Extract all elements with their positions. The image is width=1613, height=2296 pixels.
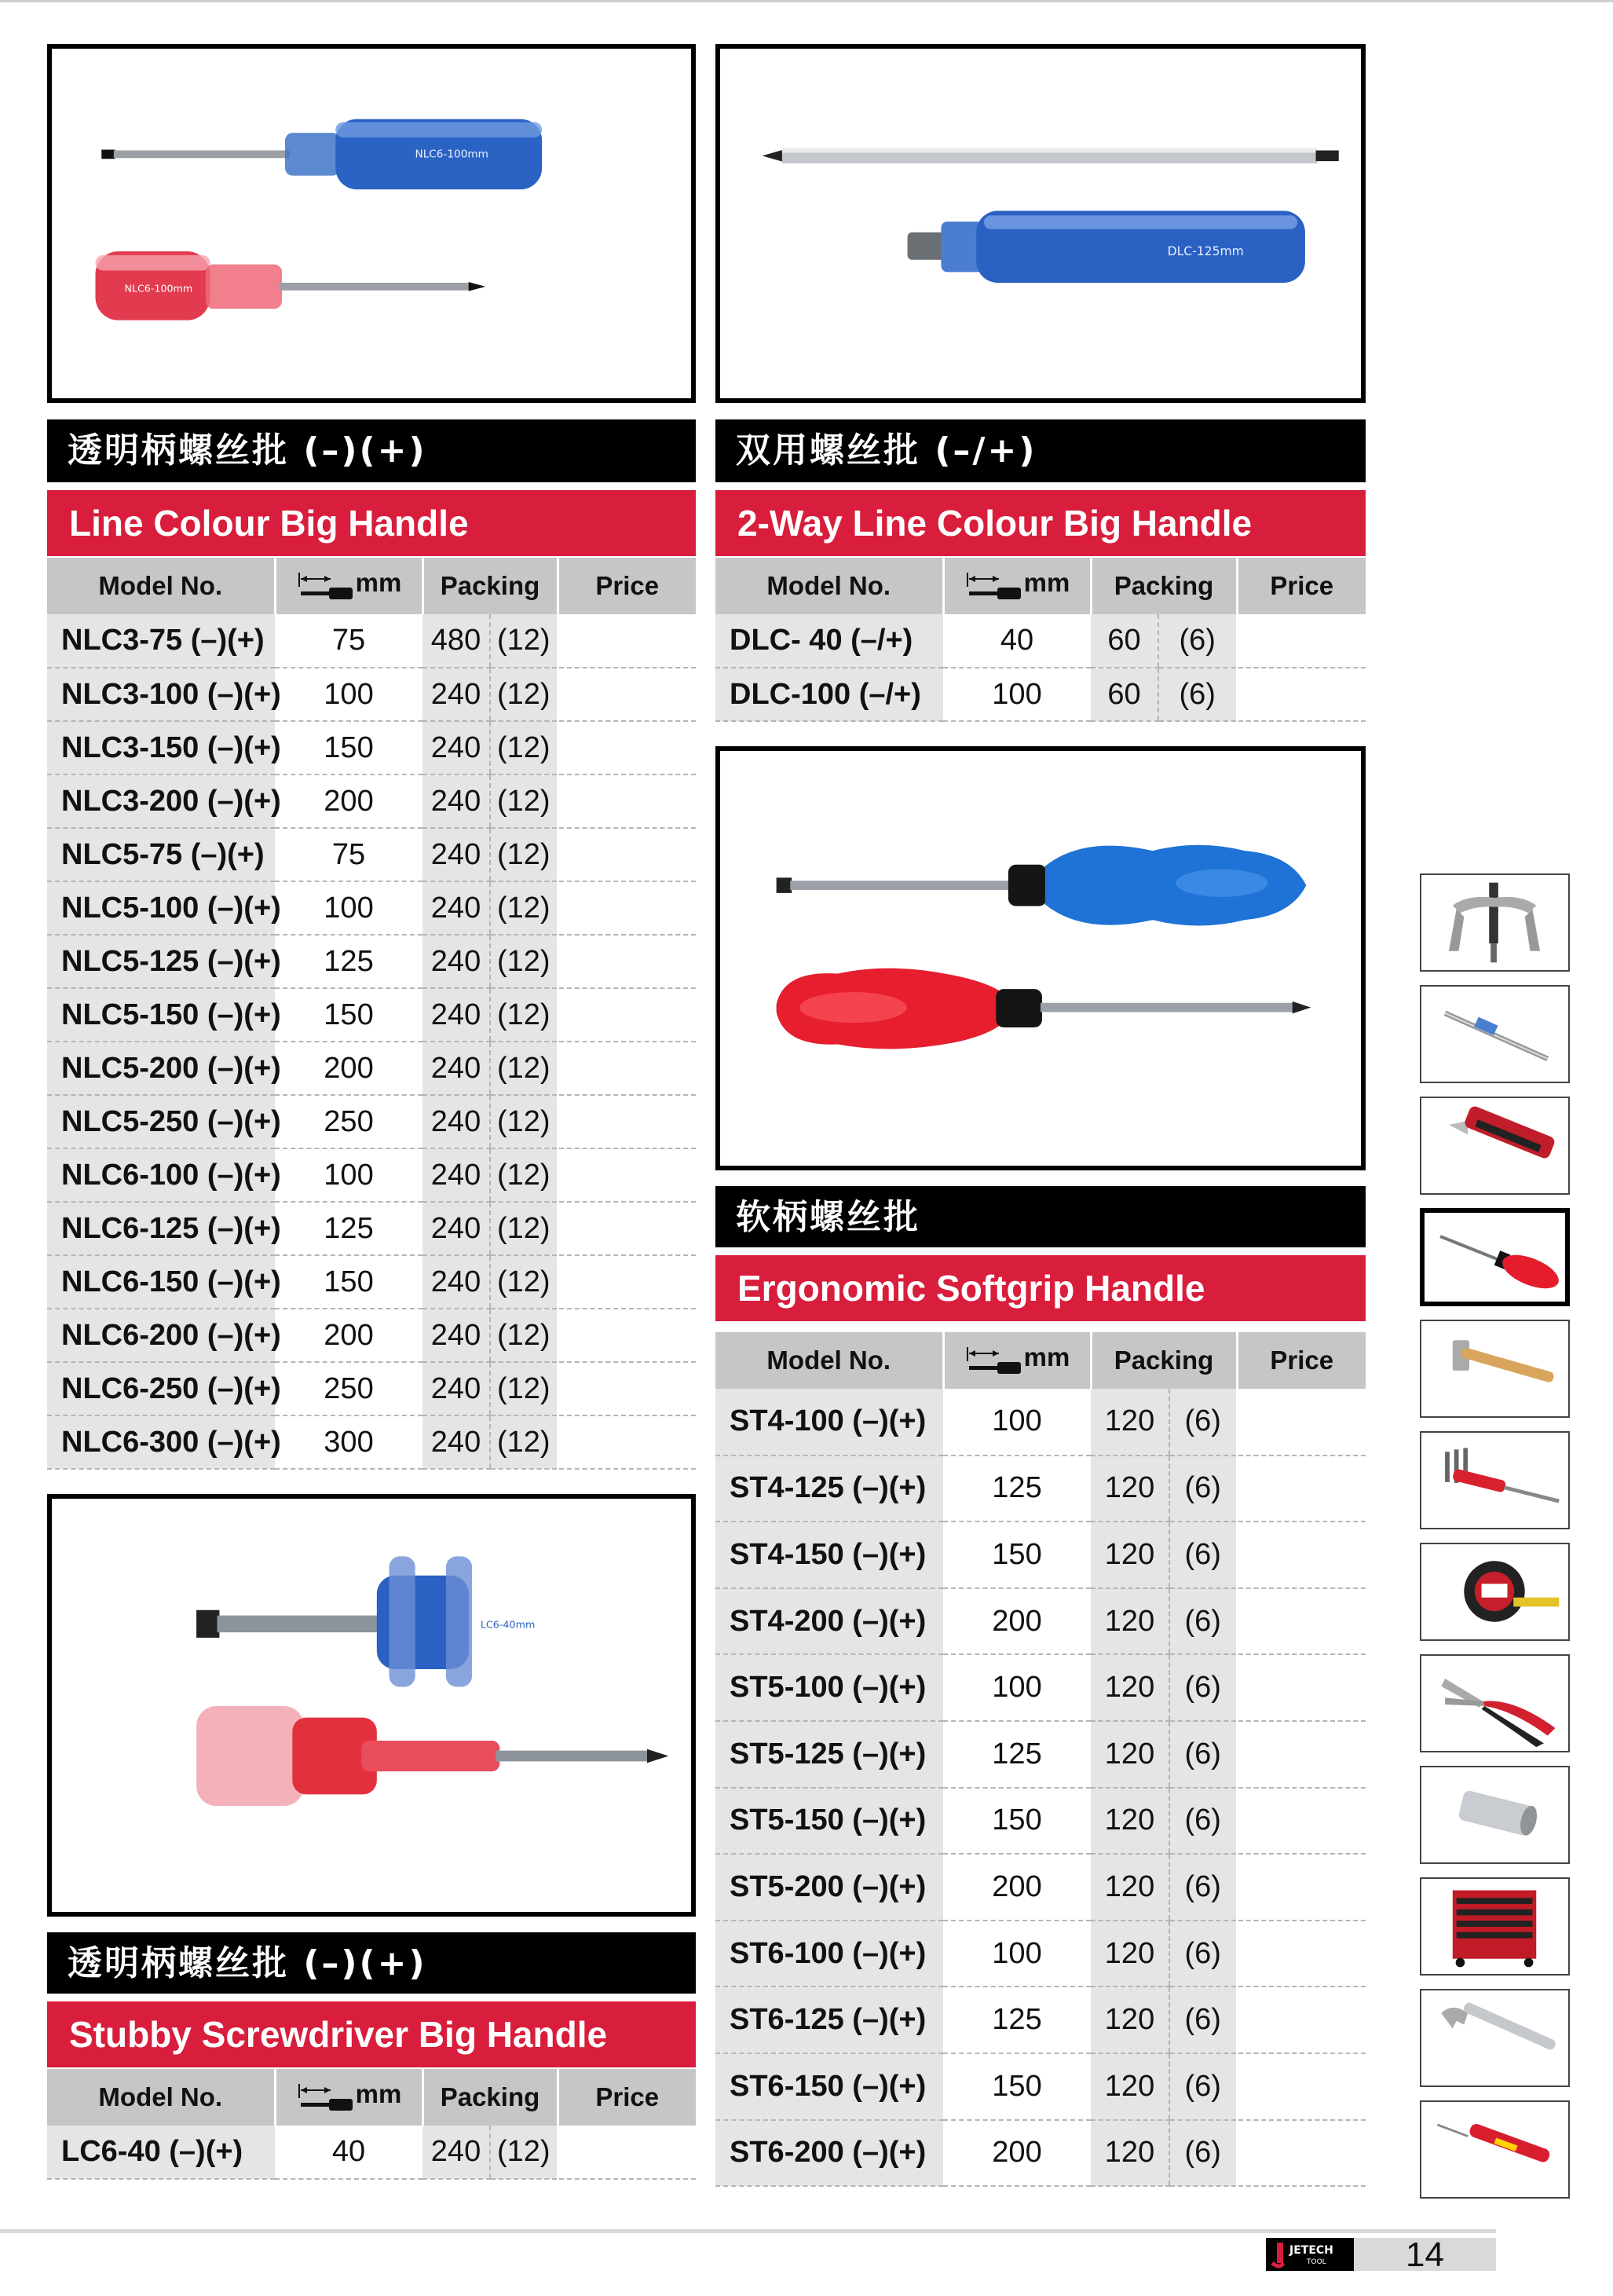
length-header — [275, 558, 422, 614]
packing-cell: 120 — [1091, 1654, 1169, 1721]
inner-pack-cell: (6) — [1169, 1788, 1237, 1855]
model-header: Model No. — [47, 2069, 275, 2126]
model-cell: ST6-100 (–)(+) — [715, 1921, 943, 1987]
price-cell — [1237, 1456, 1366, 1522]
inner-pack-cell: (6) — [1169, 1456, 1237, 1522]
model-cell: ST5-150 (–)(+) — [715, 1788, 943, 1855]
inner-pack-cell: (12) — [490, 988, 558, 1042]
inner-pack-cell: (12) — [490, 614, 558, 668]
screwdriver-length-icon — [296, 568, 356, 604]
inner-pack-cell: (6) — [1158, 668, 1237, 721]
inner-pack-cell: (12) — [490, 1362, 558, 1415]
length-cell: 125 — [275, 1202, 422, 1255]
table-row — [47, 1309, 696, 1362]
length-cell: 150 — [943, 1522, 1091, 1588]
price-cell — [558, 668, 696, 721]
model-cell: LC6-40 (–)(+) — [47, 2126, 275, 2179]
model-cell: NLC3-75 (–)(+) — [47, 614, 275, 668]
packing-cell: 120 — [1091, 1854, 1169, 1921]
model-cell: ST6-125 (–)(+) — [715, 1987, 943, 2053]
gear-puller-icon — [1421, 875, 1568, 970]
model-cell: NLC3-100 (–)(+) — [47, 668, 275, 721]
inner-pack-cell: (12) — [490, 774, 558, 828]
inner-pack-cell: (6) — [1169, 1522, 1237, 1588]
thumb-tape-measure[interactable] — [1420, 1543, 1570, 1641]
table-row — [47, 614, 696, 668]
inner-pack-cell: (12) — [490, 1202, 558, 1255]
table-row — [47, 881, 696, 935]
table-row — [715, 1987, 1366, 2053]
inner-pack-cell: (12) — [490, 1042, 558, 1095]
model-cell: NLC5-100 (–)(+) — [47, 881, 275, 935]
packing-cell: 240 — [422, 1362, 490, 1415]
two-way-table — [715, 558, 1366, 722]
inner-pack-cell: (6) — [1158, 614, 1237, 668]
price-cell — [1237, 1522, 1366, 1588]
thumb-voltage-tester[interactable] — [1420, 2100, 1570, 2199]
packing-cell: 120 — [1091, 1389, 1169, 1456]
inner-pack-cell: (12) — [490, 1415, 558, 1469]
table-row — [715, 1522, 1366, 1588]
packing-header: Packing — [1091, 1332, 1237, 1389]
inner-pack-cell: (12) — [490, 1148, 558, 1202]
thumb-tool-cabinet[interactable] — [1420, 1877, 1570, 1976]
table-row — [47, 1415, 696, 1469]
length-header — [275, 2069, 422, 2126]
model-cell: NLC6-300 (–)(+) — [47, 1415, 275, 1469]
model-cell: ST5-125 (–)(+) — [715, 1721, 943, 1788]
inner-pack-cell: (12) — [490, 721, 558, 774]
line-colour-rows — [47, 614, 696, 1469]
svg-text:TOOL: TOOL — [1307, 2258, 1326, 2266]
thumb-hammer[interactable] — [1420, 1320, 1570, 1418]
table-row — [47, 1042, 696, 1095]
price-cell — [558, 1148, 696, 1202]
jetech-logo-icon — [1266, 2238, 1354, 2271]
length-cell: 100 — [943, 1654, 1091, 1721]
table-row — [47, 2126, 696, 2179]
table-row — [47, 668, 696, 721]
table-row — [715, 1456, 1366, 1522]
length-cell: 40 — [275, 2126, 422, 2179]
inner-pack-cell: (12) — [490, 1309, 558, 1362]
packing-header: Packing — [1091, 558, 1237, 614]
packing-cell: 120 — [1091, 1788, 1169, 1855]
model-cell: DLC-100 (–/+) — [715, 668, 943, 721]
length-cell: 200 — [943, 1854, 1091, 1921]
packing-cell: 480 — [422, 614, 490, 668]
length-cell: 200 — [275, 1309, 422, 1362]
model-cell: ST4-100 (–)(+) — [715, 1389, 943, 1456]
inner-pack-cell: (12) — [490, 881, 558, 935]
length-cell: 150 — [275, 721, 422, 774]
mm-unit: mm — [1023, 1342, 1070, 1371]
price-cell — [1237, 1854, 1366, 1921]
model-cell: NLC6-100 (–)(+) — [47, 1148, 275, 1202]
thumb-utility-knife[interactable] — [1420, 1097, 1570, 1195]
price-cell — [558, 1202, 696, 1255]
pliers-icon — [1421, 1656, 1568, 1751]
inner-pack-cell: (12) — [490, 2126, 558, 2179]
inner-pack-cell: (6) — [1169, 1654, 1237, 1721]
packing-cell: 120 — [1091, 1987, 1169, 2053]
table-row — [715, 2120, 1366, 2187]
utility-knife-icon — [1421, 1098, 1568, 1193]
table-row — [715, 1389, 1366, 1456]
two-way-en-title: 2-Way Line Colour Big Handle — [715, 490, 1366, 556]
model-cell: ST4-150 (–)(+) — [715, 1522, 943, 1588]
model-cell: NLC3-200 (–)(+) — [47, 774, 275, 828]
price-cell — [1237, 614, 1366, 668]
length-cell: 200 — [275, 774, 422, 828]
voltage-tester-icon — [1421, 2102, 1568, 2197]
packing-header: Packing — [422, 558, 558, 614]
model-cell: NLC5-150 (–)(+) — [47, 988, 275, 1042]
inner-pack-cell: (12) — [490, 828, 558, 881]
model-cell: NLC5-75 (–)(+) — [47, 828, 275, 881]
table-header — [715, 558, 1366, 614]
table-row — [47, 828, 696, 881]
table-row — [715, 614, 1366, 668]
packing-cell: 240 — [422, 988, 490, 1042]
model-cell: ST4-200 (–)(+) — [715, 1588, 943, 1655]
length-cell: 125 — [943, 1721, 1091, 1788]
two-way-photo — [715, 44, 1366, 403]
inner-pack-cell: (12) — [490, 668, 558, 721]
price-cell — [1237, 1654, 1366, 1721]
table-header — [47, 558, 696, 614]
length-cell: 100 — [275, 881, 422, 935]
price-header: Price — [1237, 558, 1366, 614]
length-cell: 100 — [943, 1389, 1091, 1456]
length-cell: 75 — [275, 614, 422, 668]
price-cell — [558, 1042, 696, 1095]
model-cell: NLC6-125 (–)(+) — [47, 1202, 275, 1255]
line-colour-photo — [47, 44, 696, 403]
double-bit-screwdriver-icon — [1421, 987, 1568, 1082]
length-header — [943, 558, 1091, 614]
adjustable-wrench-icon — [1421, 1990, 1568, 2085]
length-cell: 150 — [275, 1255, 422, 1309]
packing-cell: 240 — [422, 1415, 490, 1469]
price-cell — [1237, 2120, 1366, 2187]
top-rule — [0, 0, 1613, 2]
table-row — [47, 1255, 696, 1309]
length-cell: 100 — [943, 668, 1091, 721]
length-cell: 125 — [943, 1456, 1091, 1522]
packing-cell: 240 — [422, 668, 490, 721]
footer-rule — [0, 2229, 1496, 2233]
packing-cell: 240 — [422, 774, 490, 828]
inner-pack-cell: (6) — [1169, 1721, 1237, 1788]
packing-cell: 240 — [422, 828, 490, 881]
packing-cell: 60 — [1091, 668, 1158, 721]
mm-unit: mm — [1023, 568, 1070, 597]
length-cell: 150 — [943, 2053, 1091, 2120]
stubby-en-title: Stubby Screwdriver Big Handle — [47, 2001, 696, 2067]
screwdriver-pair-image — [52, 49, 691, 398]
table-row — [47, 935, 696, 988]
inner-pack-cell: (6) — [1169, 2053, 1237, 2120]
softgrip-cn-title: 软柄螺丝批 — [715, 1186, 1366, 1247]
price-cell — [1237, 1389, 1366, 1456]
packing-cell: 120 — [1091, 1456, 1169, 1522]
table-row — [715, 1588, 1366, 1655]
packing-cell: 240 — [422, 1255, 490, 1309]
model-cell: DLC- 40 (–/+) — [715, 614, 943, 668]
packing-cell: 240 — [422, 1202, 490, 1255]
thumb-pliers[interactable] — [1420, 1654, 1570, 1752]
table-row — [47, 1362, 696, 1415]
thumb-gear-puller[interactable] — [1420, 873, 1570, 972]
price-cell — [558, 1255, 696, 1309]
length-cell: 75 — [275, 828, 422, 881]
price-cell — [558, 614, 696, 668]
table-row — [47, 721, 696, 774]
price-cell — [558, 935, 696, 988]
line-colour-table — [47, 558, 696, 1470]
packing-cell: 120 — [1091, 1721, 1169, 1788]
price-header: Price — [558, 558, 696, 614]
inner-pack-cell: (6) — [1169, 1987, 1237, 2053]
price-cell — [558, 1309, 696, 1362]
length-cell: 125 — [275, 935, 422, 988]
price-cell — [558, 988, 696, 1042]
price-cell — [558, 1415, 696, 1469]
table-row — [47, 988, 696, 1042]
length-cell: 150 — [275, 988, 422, 1042]
thumb-double-bit-screwdriver[interactable] — [1420, 985, 1570, 1083]
stubby-table — [47, 2069, 696, 2180]
inner-pack-cell: (12) — [490, 1255, 558, 1309]
line-colour-cn-title: 透明柄螺丝批 (–)(+) — [47, 419, 696, 482]
packing-cell: 60 — [1091, 614, 1158, 668]
price-header: Price — [1237, 1332, 1366, 1389]
packing-cell: 240 — [422, 935, 490, 988]
model-header: Model No. — [715, 558, 943, 614]
tool-cabinet-icon — [1421, 1879, 1568, 1974]
price-cell — [1237, 668, 1366, 721]
inner-pack-cell: (12) — [490, 1095, 558, 1148]
model-cell: NLC3-150 (–)(+) — [47, 721, 275, 774]
packing-cell: 240 — [422, 1148, 490, 1202]
price-cell — [558, 1095, 696, 1148]
packing-header: Packing — [422, 2069, 558, 2126]
length-cell: 40 — [943, 614, 1091, 668]
line-colour-en-title: Line Colour Big Handle — [47, 490, 696, 556]
length-cell: 250 — [275, 1095, 422, 1148]
price-cell — [558, 881, 696, 935]
length-cell: 125 — [943, 1987, 1091, 2053]
table-row — [47, 1202, 696, 1255]
table-row — [715, 1788, 1366, 1855]
category-thumbnails — [1420, 873, 1573, 2212]
model-cell: ST6-150 (–)(+) — [715, 2053, 943, 2120]
inner-pack-cell: (6) — [1169, 1588, 1237, 1655]
table-row — [715, 1721, 1366, 1788]
thumb-adjustable-wrench[interactable] — [1420, 1989, 1570, 2087]
price-cell — [1237, 1788, 1366, 1855]
length-cell: 100 — [275, 668, 422, 721]
table-header — [715, 1332, 1366, 1389]
svg-text:NLC6-100mm: NLC6-100mm — [415, 148, 488, 161]
packing-cell: 120 — [1091, 2120, 1169, 2187]
packing-cell: 240 — [422, 1095, 490, 1148]
table-row — [715, 2053, 1366, 2120]
mm-unit: mm — [355, 568, 402, 597]
price-header: Price — [558, 2069, 696, 2126]
model-cell: NLC6-250 (–)(+) — [47, 1362, 275, 1415]
price-cell — [558, 2126, 696, 2179]
price-cell — [558, 828, 696, 881]
price-cell — [1237, 1721, 1366, 1788]
length-cell: 150 — [943, 1788, 1091, 1855]
model-cell: ST5-100 (–)(+) — [715, 1654, 943, 1721]
svg-text:NLC6-100mm: NLC6-100mm — [124, 282, 193, 295]
packing-cell: 120 — [1091, 1921, 1169, 1987]
length-cell: 250 — [275, 1362, 422, 1415]
length-cell: 200 — [943, 2120, 1091, 2187]
table-row — [715, 1654, 1366, 1721]
length-cell: 100 — [943, 1921, 1091, 1987]
packing-cell: 120 — [1091, 2053, 1169, 2120]
screwdriver-length-icon — [964, 568, 1024, 604]
packing-cell: 240 — [422, 1309, 490, 1362]
packing-cell: 120 — [1091, 1588, 1169, 1655]
length-header — [943, 1332, 1091, 1389]
length-cell: 200 — [275, 1042, 422, 1095]
thumb-hex-key-set[interactable] — [1420, 1431, 1570, 1529]
table-row — [715, 668, 1366, 721]
model-cell: NLC6-200 (–)(+) — [47, 1309, 275, 1362]
brand-logo — [1266, 2238, 1354, 2271]
model-header: Model No. — [47, 558, 275, 614]
price-cell — [558, 721, 696, 774]
socket-icon — [1421, 1767, 1568, 1862]
table-row — [715, 1921, 1366, 1987]
stubby-photo — [47, 1494, 696, 1917]
price-cell — [558, 774, 696, 828]
model-header: Model No. — [715, 1332, 943, 1389]
model-cell: NLC6-150 (–)(+) — [47, 1255, 275, 1309]
packing-cell: 240 — [422, 1042, 490, 1095]
price-cell — [1237, 1921, 1366, 1987]
table-header — [47, 2069, 696, 2126]
price-cell — [1237, 1987, 1366, 2053]
price-cell — [1237, 2053, 1366, 2120]
tape-measure-icon — [1421, 1544, 1568, 1639]
hammer-icon — [1421, 1321, 1568, 1416]
table-row — [47, 1148, 696, 1202]
thumb-socket[interactable] — [1420, 1766, 1570, 1864]
softgrip-screwdriver-icon — [1425, 1213, 1565, 1302]
model-cell: ST6-200 (–)(+) — [715, 2120, 943, 2187]
screwdriver-length-icon — [964, 1342, 1024, 1379]
stubby-screwdriver-image — [52, 1499, 691, 1912]
svg-text:JETECH: JETECH — [1289, 2244, 1333, 2257]
inner-pack-cell: (6) — [1169, 2120, 1237, 2187]
softgrip-en-title: Ergonomic Softgrip Handle — [715, 1255, 1366, 1321]
price-cell — [1237, 1588, 1366, 1655]
softgrip-screwdriver-image — [720, 751, 1361, 1166]
length-cell: 200 — [943, 1588, 1091, 1655]
softgrip-photo — [715, 746, 1366, 1170]
table-row — [715, 1854, 1366, 1921]
price-cell — [558, 1362, 696, 1415]
model-cell: NLC5-200 (–)(+) — [47, 1042, 275, 1095]
packing-cell: 240 — [422, 881, 490, 935]
screwdriver-length-icon — [296, 2079, 356, 2115]
model-cell: ST4-125 (–)(+) — [715, 1456, 943, 1522]
mm-unit: mm — [355, 2079, 402, 2108]
model-cell: ST5-200 (–)(+) — [715, 1854, 943, 1921]
svg-text:LC6-40mm: LC6-40mm — [480, 1618, 536, 1631]
packing-cell: 240 — [422, 721, 490, 774]
two-way-screwdriver-image — [720, 49, 1361, 398]
inner-pack-cell: (6) — [1169, 1921, 1237, 1987]
table-row — [47, 774, 696, 828]
packing-cell: 120 — [1091, 1522, 1169, 1588]
thumb-softgrip-screwdriver[interactable] — [1420, 1208, 1570, 1306]
table-row — [47, 1095, 696, 1148]
page-number: 14 — [1354, 2238, 1496, 2271]
inner-pack-cell: (6) — [1169, 1389, 1237, 1456]
model-cell: NLC5-250 (–)(+) — [47, 1095, 275, 1148]
length-cell: 100 — [275, 1148, 422, 1202]
length-cell: 300 — [275, 1415, 422, 1469]
model-cell: NLC5-125 (–)(+) — [47, 935, 275, 988]
two-way-cn-title: 双用螺丝批 (–/+) — [715, 419, 1366, 482]
softgrip-table — [715, 1332, 1366, 2187]
inner-pack-cell: (6) — [1169, 1854, 1237, 1921]
stubby-cn-title: 透明柄螺丝批 (–)(+) — [47, 1932, 696, 1994]
hex-key-set-icon — [1421, 1433, 1568, 1528]
svg-text:DLC-125mm: DLC-125mm — [1167, 244, 1244, 258]
packing-cell: 240 — [422, 2126, 490, 2179]
inner-pack-cell: (12) — [490, 935, 558, 988]
